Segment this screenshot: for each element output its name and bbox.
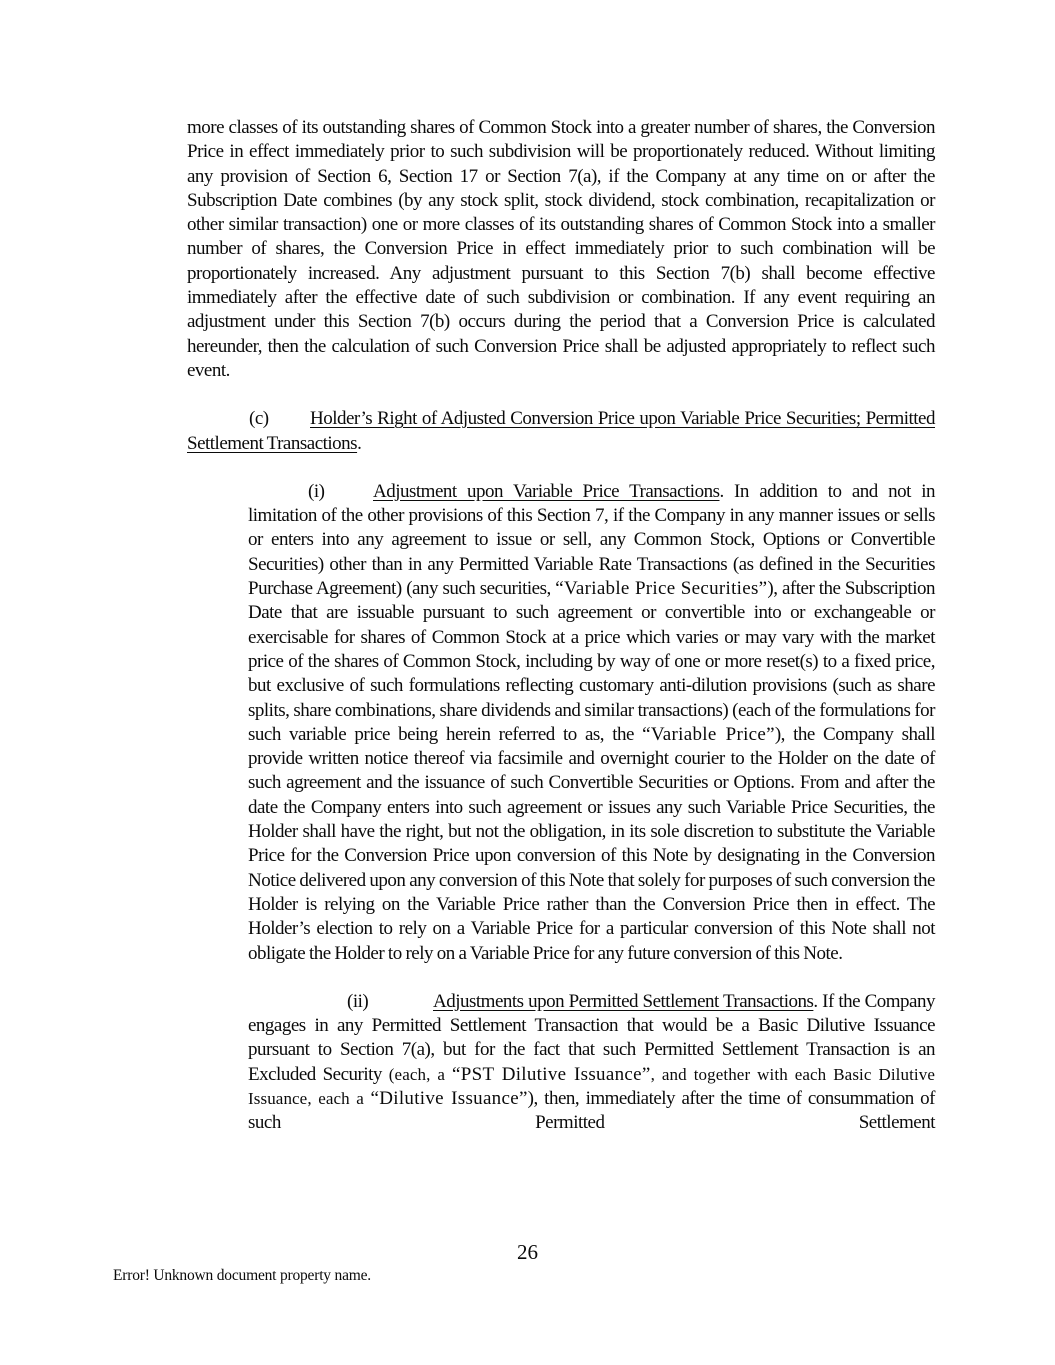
section-c-heading-paragraph <box>187 407 935 456</box>
paragraph-section-7b-continuation <box>187 116 935 383</box>
section-i-text-2: ), after the Subscription Date that are issuable pursuant to such agreement or convertible into or exchangeable or exercisable for shares of Common Stock at a price which varies or may vary with the market price of the shares of Common Stock, including by way of one or more reset(s) to a fixed price, but exclusive of such formulations reflecting customary anti-dilution provisions (such as share splits, share combinations, share dividends and similar transactions) (each of the formulations for such variable price being herein referred to as, the <box>248 578 935 745</box>
section-i-heading: Adjustment upon Variable Price Transactions <box>373 480 720 502</box>
section-c-heading: Holder’s Right of Adjusted Conversion Price upon Variable Price Securities; Permitted Settlement Transactions <box>187 408 935 454</box>
section-i-label: (i) <box>308 480 325 502</box>
section-c-label: (c) <box>249 408 269 430</box>
defined-term-variable-price-securities: “Variable Price Securities” <box>555 578 768 600</box>
section-ii-label: (ii) <box>347 990 369 1012</box>
page-number: 26 <box>517 1240 538 1264</box>
section-ii-text-1: . If the Company engages in any Permitted Settlement Transaction that would be a Basic Dilutive Issuance pursuant to Section 7(a), but for the fact that such Permitted Settlement Transaction is an Excluded Security <box>248 990 935 1085</box>
defined-term-pst-dilutive-issuance: “PST Dilutive Issuance” <box>452 1063 651 1085</box>
section-ii-text-2: ), then, immediately after the time of consummation of such Permitted Settlement <box>248 1087 935 1134</box>
section-ii-parenthetical-1: (each, a <box>388 1064 453 1084</box>
section-i-text-3: ), the Company shall provide written notice thereof via facsimile and overnight courier to the Holder on the date of such agreement and the issuance of such Convertible Securities or Options. From and after the date the Company enters into such agreement or issues any such Variable Price Securities, the Holder shall have the right, but not the obligation, in its sole discretion to substitute the Variable Price for the Conversion Price upon conversion of this Note by designating in the Conversion Notice delivered upon any conversion of this Note that solely for purposes of such conversion the Holder is relying on the Variable Price rather than the Conversion Price then in effect. The Holder’s election to rely on a Variable Price for a particular conversion of this Note shall not obligate the Holder to rely on a Variable Price for any future conversion of this Note. <box>248 723 935 964</box>
section-c-period: . <box>357 432 362 454</box>
defined-term-dilutive-issuance: “Dilutive Issuance” <box>370 1087 528 1109</box>
section-ii-parenthetical-2: , and together with each Basic Dilutive Issuance, each a <box>248 1064 935 1108</box>
paragraph-section-c-i <box>248 480 935 966</box>
paragraph-7b-text: more classes of its outstanding shares of Common Stock into a greater number of shares, the Conversion Price in effect immediately prior to such subdivision will be proportionately reduced. Without limiting any provision of Section 6, Section 17 or Section 7(a), if the Company at any time on or after the Subscription Date combines (by any stock split, stock dividend, stock combination, recapitalization or other similar transaction) one or more classes of its outstanding shares of Common Stock into a smaller number of shares, the Conversion Price in effect immediately prior to such combination will be proportionately increased. Any adjustment pursuant to this Section 7(b) shall become effective immediately after the effective date of such subdivision or combination. If any event requiring an adjustment under this Section 7(b) occurs during the period that a Conversion Price is calculated hereunder, then the calculation of such Conversion Price shall be adjusted appropriately to reflect such event. <box>187 117 935 381</box>
footer-error-note: Error! Unknown document property name. <box>113 1267 371 1284</box>
defined-term-variable-price: “Variable Price” <box>642 723 775 745</box>
paragraph-section-c-ii <box>248 990 935 1136</box>
section-i-text-1: . In addition to and not in limitation of the other provisions of this Section 7, if the Company in any manner issues or sells or enters into any agreement to issue or sell, any Common Stock, Options or Convertible Securities) other than in any Permitted Variable Rate Transactions (as defined in the Securities Purchase Agreement) (any such securities, <box>248 480 935 600</box>
document-body <box>187 116 935 1136</box>
section-ii-heading: Adjustments upon Permitted Settlement Transactions <box>433 990 814 1012</box>
